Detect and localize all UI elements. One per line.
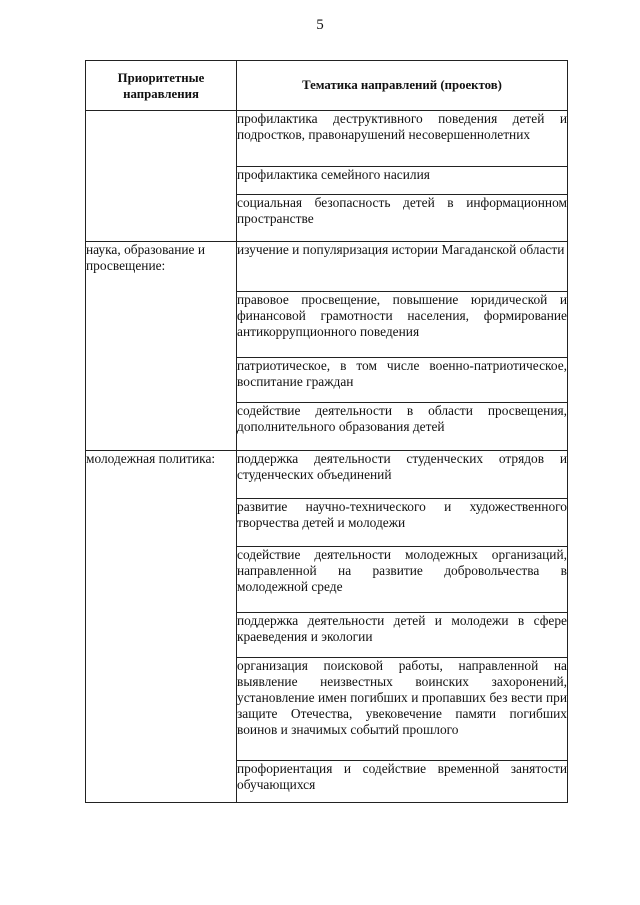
topic-text: изучение и популяризация истории Магаданской области: [237, 242, 565, 257]
header-priority-directions: Приоритетные направления: [86, 61, 237, 111]
topic-cell: [237, 292, 568, 358]
table-row: [86, 451, 568, 499]
topic-cell: [237, 403, 568, 451]
topic-text: содействие деятельности в области просвещения, дополнительного образования детей: [237, 403, 567, 434]
topic-cell: [237, 499, 568, 547]
topic-text: патриотическое, в том числе военно-патриотическое, воспитание граждан: [237, 358, 567, 389]
table-row: [86, 111, 568, 167]
table-header-row: [86, 61, 568, 111]
header-topics: Тематика направлений (проектов): [237, 61, 568, 111]
topic-cell: [237, 451, 568, 499]
topic-text: профилактика деструктивного поведения детей и подростков, правонарушений несовершеннолетних: [237, 111, 567, 142]
topic-text: профориентация и содействие временной занятости обучающихся: [237, 761, 567, 792]
topic-cell: [237, 111, 568, 167]
topic-cell: [237, 242, 568, 292]
table-row: [86, 242, 568, 292]
topic-text: поддержка деятельности студенческих отрядов и студенческих объединений: [237, 451, 567, 482]
topic-cell: [237, 658, 568, 761]
topic-cell: [237, 613, 568, 658]
topic-cell: [237, 547, 568, 613]
topic-text: организация поисковой работы, направленной на выявление неизвестных воинских захоронений, установление имен погибших и пропавших без вести при защите Отечества, увековечение памяти погибших воинов и значимых событий прошлого: [237, 658, 567, 737]
topic-cell: [237, 358, 568, 403]
topic-text: профилактика семейного насилия: [237, 167, 430, 182]
topic-cell: [237, 167, 568, 195]
topic-text: правовое просвещение, повышение юридической и финансовой грамотности населения, формирование антикоррупционного поведения: [237, 292, 567, 339]
topic-text: социальная безопасность детей в информационном пространстве: [237, 195, 567, 226]
page-number: 5: [316, 17, 324, 33]
direction-cell: [86, 111, 237, 242]
direction-cell: наука, образование и просвещение:: [86, 242, 237, 451]
topic-text: содействие деятельности молодежных организаций, направленной на развитие добровольчества в молодежной среде: [237, 547, 567, 594]
topic-text: поддержка деятельности детей и молодежи в сфере краеведения и экологии: [237, 613, 567, 644]
topic-cell: [237, 761, 568, 803]
topic-text: развитие научно-технического и художественного творчества детей и молодежи: [237, 499, 567, 530]
priority-directions-table: [85, 60, 568, 803]
topic-cell: [237, 195, 568, 242]
direction-cell: молодежная политика:: [86, 451, 237, 803]
